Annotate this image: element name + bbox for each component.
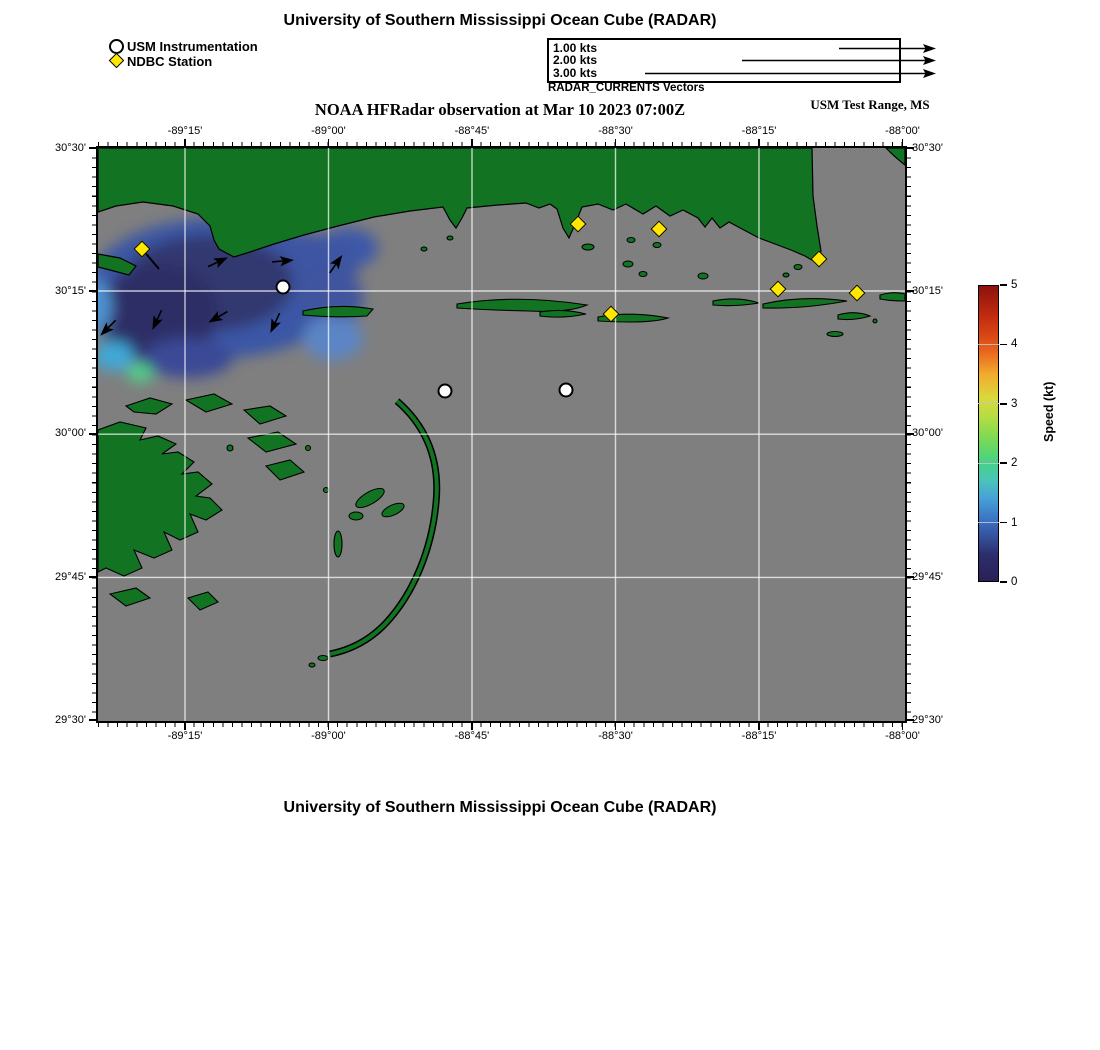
y-major-tick-left (89, 290, 96, 292)
vector-scale-row-label: 1.00 kts (553, 40, 598, 55)
colorbar-divider (978, 403, 999, 404)
vector-scale-row-label: 2.00 kts (553, 53, 598, 67)
ndbc-station-icon (109, 53, 125, 69)
x-tick-label-top: -88°45' (454, 125, 490, 137)
x-major-tick-bottom (328, 723, 330, 730)
colorbar-tick (1000, 344, 1007, 346)
vector-scale-arrow (597, 43, 939, 54)
observation-title: NOAA HFRadar observation at Mar 10 2023 07:00Z (314, 100, 686, 119)
x-tick-label-top: -88°15' (741, 125, 777, 137)
vector-scale-row-label: 3.00 kts (553, 65, 598, 80)
y-tick-label-right: 29°30' (912, 713, 943, 726)
legend-item-ndbc-station: NDBC Station (127, 54, 213, 69)
y-tick-label-left: 30°30' (55, 141, 86, 154)
y-tick-label-right: 30°30' (912, 141, 943, 154)
colorbar-tick-label: 1 (1011, 516, 1018, 529)
x-tick-label-bottom: -88°45' (454, 730, 490, 742)
colorbar-label: Speed (kt) (1042, 381, 1056, 442)
y-major-tick-left (89, 433, 96, 435)
x-tick-label-top: -88°30' (598, 125, 633, 137)
x-major-tick-bottom (184, 723, 186, 730)
x-tick-label-top: -88°00' (885, 125, 920, 137)
vector-scale-caption: RADAR_CURRENTS Vectors (548, 82, 705, 94)
page-title: University of Southern Mississippi Ocean Cube (RADAR) (283, 12, 717, 29)
x-major-tick-top (184, 139, 186, 146)
colorbar-tick (1000, 581, 1007, 583)
x-major-tick-bottom (902, 723, 904, 730)
legend-item-usm-instrumentation: USM Instrumentation (127, 39, 258, 54)
usm-instrumentation-marker (275, 280, 290, 295)
usm-instrumentation-marker (438, 384, 453, 399)
colorbar-tick (1000, 403, 1007, 405)
y-tick-label-left: 29°30' (55, 713, 86, 726)
x-major-tick-bottom (758, 723, 760, 730)
range-label: USM Test Range, MS (810, 97, 930, 112)
y-tick-label-left: 30°00' (55, 427, 86, 440)
y-major-tick-left (89, 576, 96, 578)
colorbar-tick-label: 2 (1011, 457, 1018, 470)
x-major-tick-top (615, 139, 617, 146)
y-tick-label-right: 30°15' (912, 284, 943, 297)
colorbar-tick (1000, 284, 1007, 286)
colorbar-tick-label: 0 (1011, 576, 1018, 588)
vector-scale-row (553, 42, 895, 55)
colorbar-tick-label: 3 (1011, 397, 1018, 410)
colorbar (978, 285, 999, 582)
usm-instrumentation-marker (558, 382, 573, 397)
x-major-tick-top (471, 139, 473, 146)
vector-scale-box (547, 38, 901, 83)
x-tick-label-top: -89°15' (167, 125, 203, 137)
current-vector-arrow (271, 254, 294, 268)
colorbar-tick-label: 5 (1011, 279, 1018, 291)
x-tick-label-bottom: -88°00' (885, 730, 920, 742)
map-panel (96, 146, 907, 723)
x-axis-minor-ticks-bottom (98, 723, 905, 727)
colorbar-tick-label: 4 (1011, 338, 1018, 351)
x-tick-label-bottom: -88°30' (598, 730, 633, 742)
footer-title: University of Southern Mississippi Ocean Cube (RADAR) (283, 799, 717, 816)
colorbar-divider (978, 344, 999, 345)
x-major-tick-top (758, 139, 760, 146)
x-major-tick-bottom (471, 723, 473, 730)
x-tick-label-top: -89°00' (311, 125, 346, 137)
y-tick-label-right: 29°45' (912, 570, 943, 583)
map-art (98, 148, 905, 721)
colorbar-divider (978, 522, 999, 523)
y-tick-label-right: 30°00' (912, 427, 943, 440)
colorbar-tick (1000, 462, 1007, 464)
vector-scale-arrow (597, 55, 939, 66)
x-tick-label-bottom: -89°00' (311, 730, 346, 742)
x-tick-label-bottom: -88°15' (741, 730, 777, 742)
y-tick-label-left: 29°45' (55, 570, 86, 583)
colorbar-tick (1000, 522, 1007, 524)
x-major-tick-top (902, 139, 904, 146)
y-tick-label-left: 30°15' (55, 284, 86, 297)
vector-scale-row (553, 67, 895, 80)
vector-scale-arrow (597, 68, 939, 79)
y-major-tick-left (89, 147, 96, 149)
mobile-bay-east-shore (886, 148, 905, 165)
vector-scale-row (553, 54, 895, 67)
coastal-islets (421, 236, 802, 279)
x-major-tick-bottom (615, 723, 617, 730)
y-major-tick-left (89, 719, 96, 721)
colorbar-divider (978, 463, 999, 464)
x-major-tick-top (328, 139, 330, 146)
x-tick-label-bottom: -89°15' (167, 730, 203, 742)
